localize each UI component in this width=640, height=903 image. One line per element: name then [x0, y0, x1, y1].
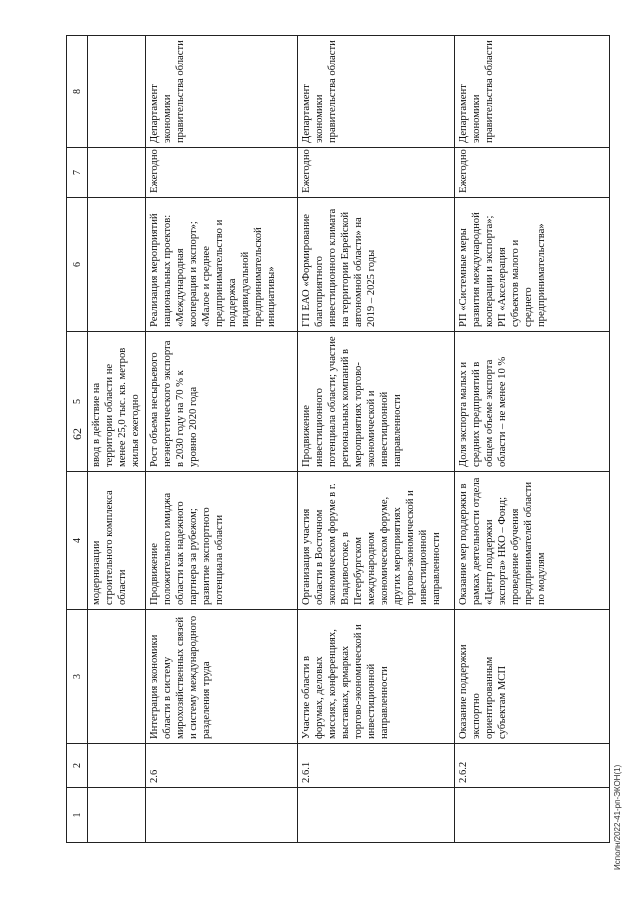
header-cell: 2 — [67, 744, 88, 788]
header-row — [67, 36, 88, 843]
cell-col5: ввод в действие на территории области не менее 25,0 тыс. кв. метров жилья ежегодно — [88, 332, 146, 472]
cell-col1 — [298, 788, 455, 843]
cell-col5: Продвижение инвестиционного потенциала области; участие региональных компаний в мероприятиях торгово-экономической и инвестиционной направленности — [298, 332, 455, 472]
cell-col2 — [88, 744, 146, 788]
cell-col2: 2.6 — [146, 744, 298, 788]
cell-col8: Департамент экономики правительства области — [146, 36, 298, 148]
cell-col4: Продвижение положительного имиджа области как надежного партнера за рубежом; развитие экспортного потенциала области — [146, 472, 298, 610]
cell-col7 — [88, 148, 146, 198]
cell-col6 — [88, 198, 146, 332]
cell-col4: Организация участия области в Восточном экономическом форуме в г. Владивостоке, в Петербургском международном экономическом форуме, других мероприятиях торгово-экономической и инвестиционной направленности — [298, 472, 455, 610]
cell-col5: Доля экспорта малых и средних предприятий в общем объеме экспорта области – не менее 10 % — [455, 332, 610, 472]
header-cell: 8 — [67, 36, 88, 148]
cell-col1 — [146, 788, 298, 843]
header-cell: 1 — [67, 788, 88, 843]
table-row — [88, 36, 146, 843]
cell-col4: Оказание мер поддержки в рамках деятельности отдела «Центр поддержки экспорта» НКО – Фонд; проведение обучения предпринимателей области по модулям — [455, 472, 610, 610]
header-cell: 5 — [67, 332, 88, 472]
header-cell: 4 — [67, 472, 88, 610]
table-row — [146, 36, 298, 843]
cell-col3: Оказание поддержки экспортно ориентированным субъектам МСП — [455, 610, 610, 744]
header-cell: 6 — [67, 198, 88, 332]
document-id: Исполн/2022-41-рп-ЭКОН(1) — [613, 764, 622, 870]
cell-col1 — [455, 788, 610, 843]
cell-col7: Ежегодно — [146, 148, 298, 198]
cell-col8: Департамент экономики правительства области — [298, 36, 455, 148]
header-cell: 3 — [67, 610, 88, 744]
cell-col8 — [88, 36, 146, 148]
table-row — [455, 36, 610, 843]
page-number: 62 — [70, 428, 84, 440]
table-row — [298, 36, 455, 843]
cell-col4: модернизации строительного комплекса области — [88, 472, 146, 610]
cell-col3: Участие области в форумах, деловых миссиях, конференциях, выставках, ярмарках торгово-экономической и инвестиционной направленности — [298, 610, 455, 744]
cell-col3 — [88, 610, 146, 744]
cell-col6: Реализация мероприятий национальных проектов: «Международная кооперация и экспорт»; «Малое и среднее предпринимательство и поддержка индивидуальной предпринимательской инициативы» — [146, 198, 298, 332]
rotated-table-wrapper — [66, 36, 608, 843]
cell-col2: 2.6.1 — [298, 744, 455, 788]
cell-col6: ГП ЕАО «Формирование благоприятного инвестиционного климата на территории Еврейской автономной области» на 2019 – 2025 годы — [298, 198, 455, 332]
cell-col5: Рост объема несырьевого неэнергетического экспорта в 2030 году на 70 % к уровню 2020 года — [146, 332, 298, 472]
cell-col3: Интеграция экономики области в систему мирохозяйственных связей и систему международного разделения труда — [146, 610, 298, 744]
cell-col8: Департамент экономики правительства области — [455, 36, 610, 148]
cell-col7: Ежегодно — [298, 148, 455, 198]
cell-col1 — [88, 788, 146, 843]
header-cell: 7 — [67, 148, 88, 198]
plan-table — [66, 35, 610, 843]
cell-col7: Ежегодно — [455, 148, 610, 198]
cell-col6: РП «Системные меры развития международной кооперации и экспорта»; РП «Акселерация субъектов малого и среднего предпринимательства» — [455, 198, 610, 332]
cell-col2: 2.6.2 — [455, 744, 610, 788]
